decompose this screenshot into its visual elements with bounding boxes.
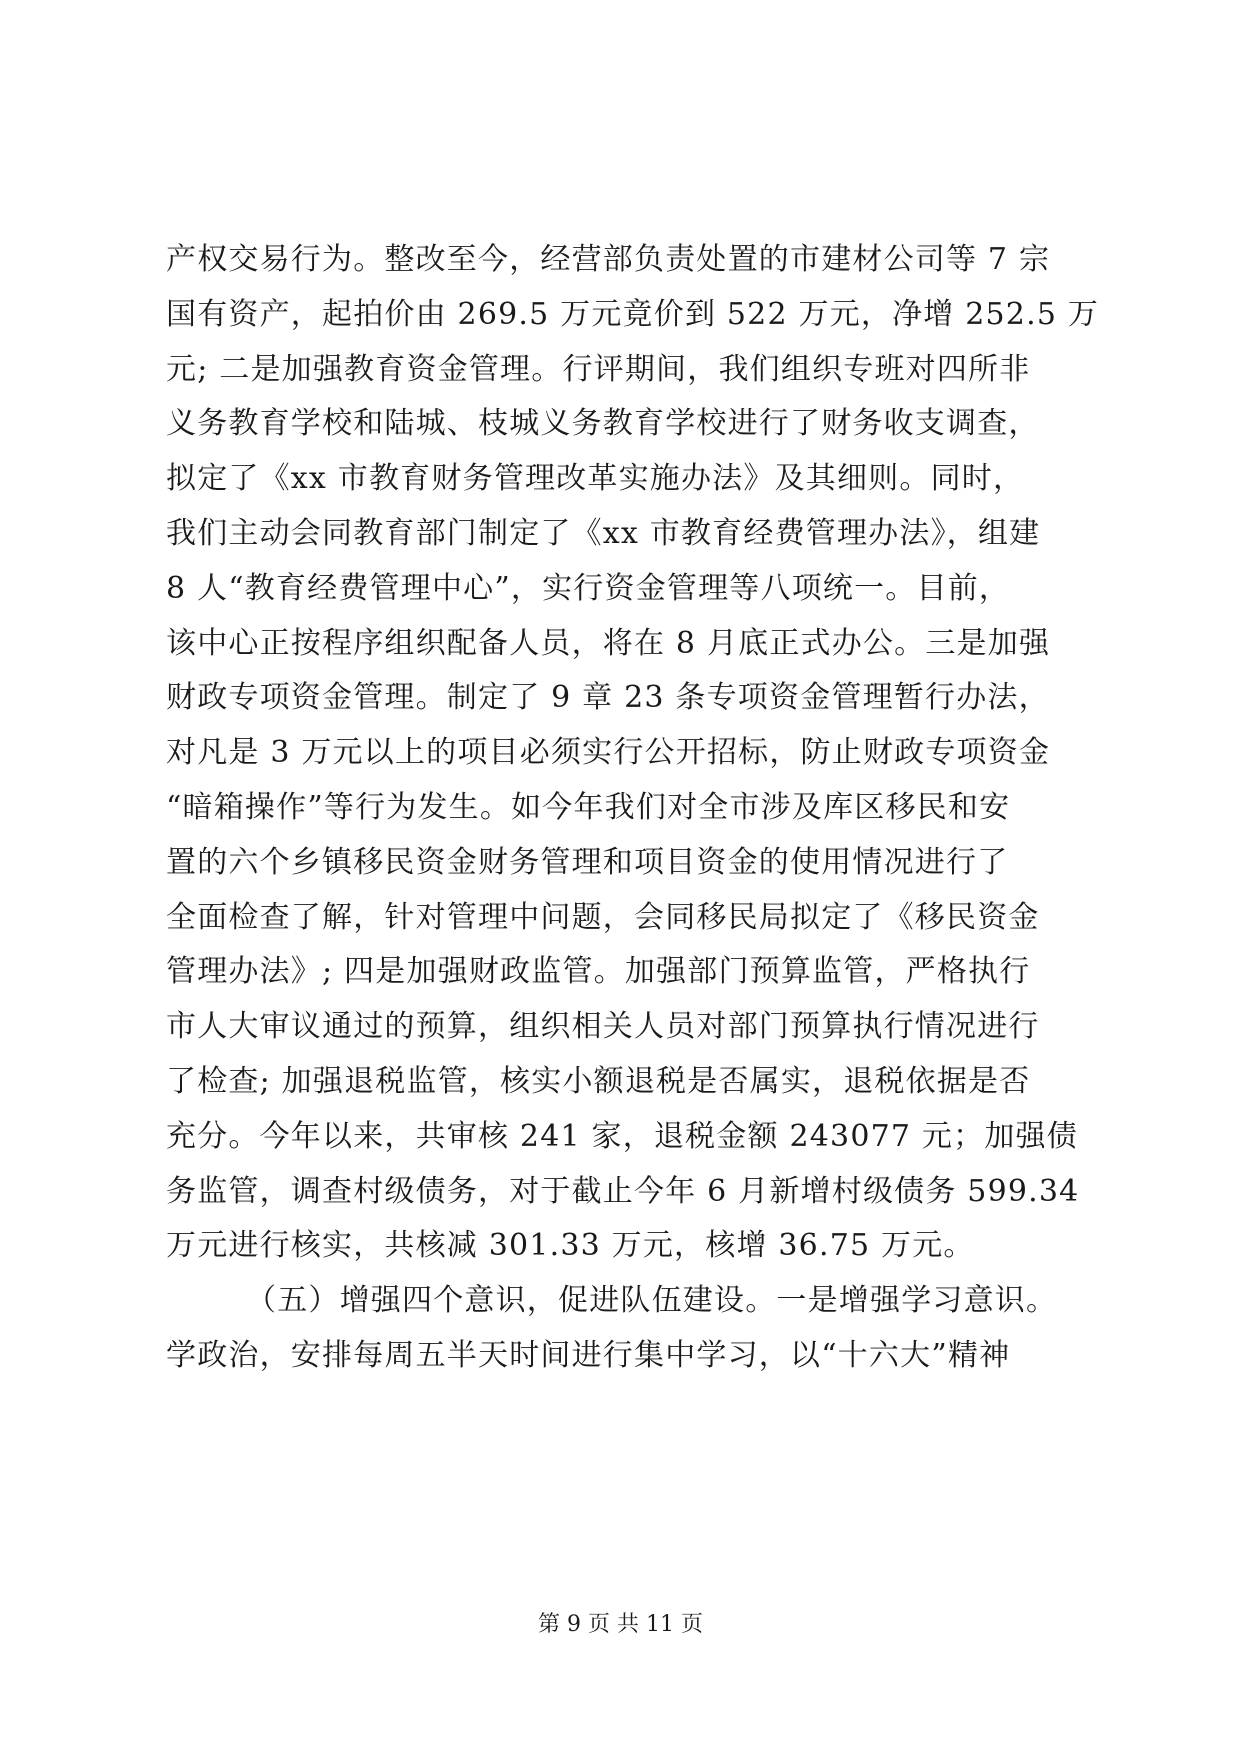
text-line: “暗箱操作”等行为发生。如今年我们对全市涉及库区移民和安 bbox=[166, 789, 1011, 825]
text-line: 务监管，调查村级债务，对于截止今年 6 月新增村级债务 599.34 bbox=[166, 1173, 1080, 1209]
text-line: 学政治，安排每周五半天时间进行集中学习，以“十六大”精神 bbox=[166, 1337, 1011, 1373]
text-line: 管理办法》; 四是加强财政监管。加强部门预算监管，严格执行 bbox=[166, 954, 1031, 990]
text-line: 产权交易行为。整改至今，经营部负责处置的市建材公司等 7 宗 bbox=[166, 242, 1051, 277]
text-line: 置的六个乡镇移民资金财务管理和项目资金的使用情况进行了 bbox=[166, 844, 1009, 880]
text-line: 万元进行核实，共核减 301.33 万元，核增 36.75 万元。 bbox=[166, 1228, 975, 1264]
text-line: 拟定了《xx 市教育财务管理改革实施办法》及其细则。同时， bbox=[166, 461, 1025, 497]
text-line: 元; 二是加强教育资金管理。行评期间，我们组织专班对四所非 bbox=[166, 351, 1031, 387]
text-line: 国有资产，起拍价由 269.5 万元竟价到 522 万元，净增 252.5 万 bbox=[166, 296, 1100, 332]
text-line: 全面检查了解，针对管理中问题，会同移民局拟定了《移民资金 bbox=[166, 899, 1040, 935]
text-line: 对凡是 3 万元以上的项目必须实行公开招标，防止财政专项资金 bbox=[166, 735, 1051, 771]
page-number-footer: 第 9 页 共 11 页 bbox=[538, 1612, 703, 1637]
text-line: 该中心正按程序组织配备人员，将在 8 月底正式办公。三是加强 bbox=[166, 625, 1051, 661]
body-text bbox=[166, 233, 1100, 1384]
text-line: 8 人“教育经费管理中心”，实行资金管理等八项统一。目前， bbox=[166, 570, 1011, 606]
text-line: 财政专项资金管理。制定了 9 章 23 条专项资金管理暂行办法， bbox=[166, 680, 1050, 716]
section-heading-line: （五）增强四个意识，促进队伍建设。一是增强学习意识。 bbox=[246, 1283, 1058, 1319]
text-line: 充分。今年以来，共审核 241 家，退税金额 243077 元；加强债 bbox=[166, 1118, 1078, 1154]
text-line: 义务教育学校和陆城、枝城义务教育学校进行了财务收支调查， bbox=[166, 406, 1040, 442]
text-line: 我们主动会同教育部门制定了《xx 市教育经费管理办法》，组建 bbox=[166, 515, 1041, 551]
text-line: 市人大审议通过的预算，组织相关人员对部门预算执行情况进行 bbox=[166, 1009, 1040, 1045]
text-line: 了检查; 加强退税监管，核实小额退税是否属实，退税依据是否 bbox=[166, 1063, 1031, 1099]
